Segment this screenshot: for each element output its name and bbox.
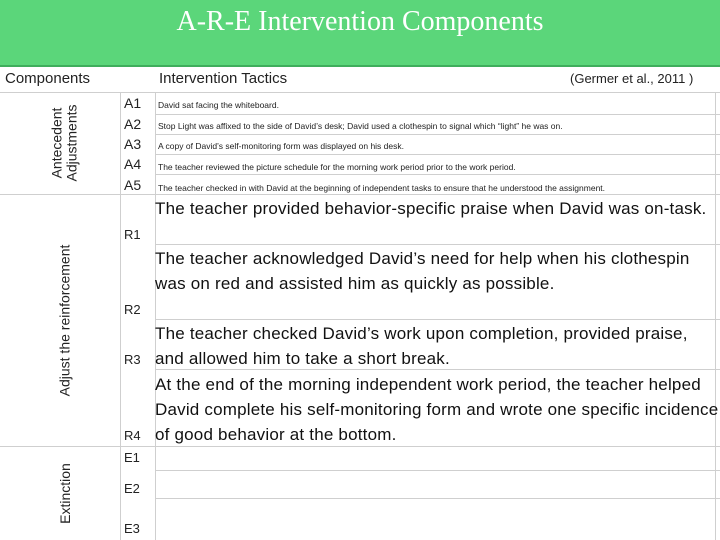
tactics-header: Intervention Tactics <box>159 70 288 87</box>
row-divider <box>155 114 720 115</box>
row-text: David sat facing the whiteboard. <box>158 100 279 110</box>
row-code: A4 <box>124 156 142 172</box>
group-label: Adjust the reinforcement <box>56 244 73 396</box>
row-text: The teacher checked David’s work upon completion, provided praise, and allowed him to take a short break. <box>155 324 688 368</box>
row-divider <box>155 319 720 320</box>
row-divider <box>0 194 720 195</box>
row-code: E1 <box>124 450 140 465</box>
citation: (Germer et al., 2011 ) <box>570 71 694 86</box>
row-text: At the end of the morning independent work period, the teacher helped David complete his self-monitoring form and wrote one specific incidence of good behavior at the bottom. <box>155 375 719 444</box>
column-divider <box>120 92 121 540</box>
row-divider <box>155 154 720 155</box>
row-code: E2 <box>124 481 140 496</box>
group-label: Antecedent Adjustments <box>49 104 81 182</box>
row-text: The teacher acknowledged David’s need for help when his clothespin was on red and assisted him as quickly as possible. <box>155 249 690 293</box>
row-code: A1 <box>124 95 142 111</box>
row-code: R3 <box>124 352 141 367</box>
title-banner <box>0 0 720 67</box>
row-text: The teacher provided behavior-specific praise when David was on-task. <box>155 199 707 218</box>
row-text: The teacher checked in with David at the beginning of independent tasks to ensure that he understood the assignment. <box>158 183 606 193</box>
group-reinforcement <box>45 194 85 446</box>
row-text: A copy of David’s self-monitoring form was displayed on his desk. <box>158 141 404 151</box>
row-code: A3 <box>124 136 142 152</box>
row-divider <box>155 498 720 499</box>
page-title: A-R-E Intervention Components <box>176 6 544 37</box>
group-label: Extinction <box>56 462 73 524</box>
column-divider <box>715 92 716 540</box>
row-divider <box>155 134 720 135</box>
row-code: R1 <box>124 227 141 242</box>
row-divider <box>0 92 720 93</box>
row-code: R2 <box>124 302 141 317</box>
row-code: A5 <box>124 177 142 193</box>
components-header: Components <box>5 70 91 87</box>
row-code: R4 <box>124 428 141 443</box>
group-antecedent <box>40 92 90 194</box>
row-divider <box>155 174 720 175</box>
row-divider <box>155 470 720 471</box>
row-text: Stop Light was affixed to the side of David’s desk; David used a clothespin to signal which “light” he was on. <box>158 121 563 131</box>
group-extinction <box>45 446 85 540</box>
row-code: A2 <box>124 116 142 132</box>
row-divider <box>155 244 720 245</box>
row-text: The teacher reviewed the picture schedule for the morning work period prior to the work period. <box>158 162 516 172</box>
row-code: E3 <box>124 521 140 536</box>
